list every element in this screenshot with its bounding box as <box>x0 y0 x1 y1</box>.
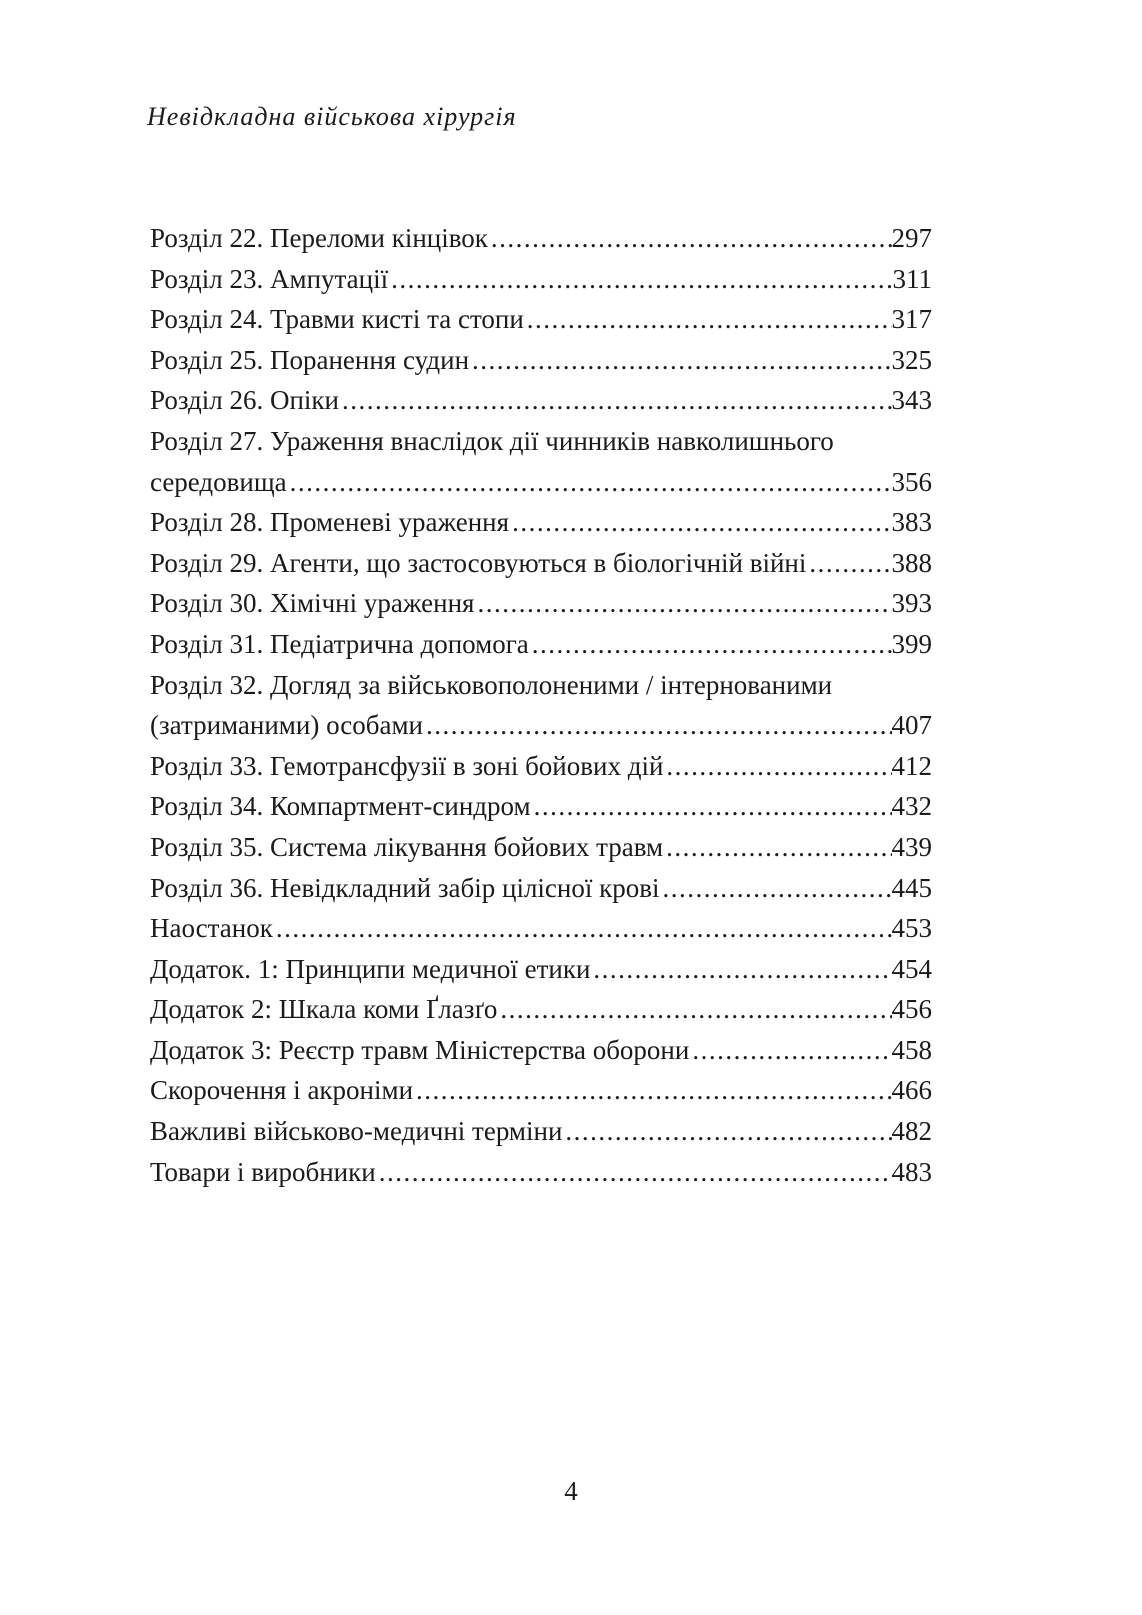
toc-leader-dots <box>491 218 892 259</box>
toc-leader-dots <box>416 1070 891 1111</box>
toc-leader-dots <box>512 502 891 543</box>
toc-entry <box>150 1111 932 1152</box>
toc-entry <box>150 949 932 990</box>
toc-leader-dots <box>666 827 891 868</box>
toc-entry-title: Скорочення і акроніми <box>150 1075 414 1106</box>
toc-leader-dots <box>426 705 892 746</box>
toc-entry-title: Розділ 33. Гемотрансфузії в зоні бойових дій <box>150 750 664 781</box>
toc-leader-dots <box>532 624 892 665</box>
toc-entry-page: 456 <box>891 994 932 1025</box>
toc-entry-title: Наостанок <box>150 913 273 944</box>
toc-entry-page: 343 <box>891 385 932 416</box>
toc-entry <box>150 218 932 259</box>
toc-entry <box>150 1070 932 1111</box>
toc-entry <box>150 583 932 624</box>
toc-entry-page: 297 <box>891 223 932 253</box>
toc-entry-page: 458 <box>891 1034 932 1065</box>
toc-entry <box>150 705 932 746</box>
toc-entry <box>150 624 932 665</box>
toc-entry-page: 383 <box>891 507 932 538</box>
toc-entry <box>150 1152 932 1193</box>
toc-entry <box>150 827 932 868</box>
toc-entry-title: Розділ 23. Ампутації <box>150 263 389 294</box>
toc-entry <box>150 1030 932 1071</box>
toc-entry-page: 454 <box>891 953 932 984</box>
toc-leader-dots <box>276 908 892 949</box>
toc-entry-title: (затриманими) особами <box>150 710 423 741</box>
toc-leader-dots <box>662 868 891 909</box>
toc-entry-title: Розділ 32. Догляд за військовополоненими / інтернованими <box>150 669 833 700</box>
toc-entry-page: 482 <box>891 1116 932 1147</box>
toc-entry-page: 439 <box>891 831 932 862</box>
table-of-contents <box>150 218 932 1192</box>
toc-entry-page: 356 <box>891 466 932 497</box>
toc-leader-dots <box>477 583 891 624</box>
toc-entry-title: Розділ 24. Травми кисті та стопи <box>150 304 524 335</box>
toc-leader-dots <box>290 462 892 503</box>
toc-leader-dots <box>534 786 892 827</box>
toc-entry-page: 325 <box>891 344 932 375</box>
toc-entry-title: Розділ 26. Опіки <box>150 385 339 416</box>
toc-entry <box>150 908 932 949</box>
footer-page-number: 4 <box>564 1476 578 1506</box>
toc-leader-dots <box>472 340 891 381</box>
toc-entry <box>150 502 932 543</box>
toc-entry-title: Розділ 30. Хімічні ураження <box>150 588 475 619</box>
toc-entry-title: Розділ 31. Педіатрична допомога <box>150 628 529 659</box>
toc-entry <box>150 259 932 300</box>
toc-entry-page: 388 <box>891 547 932 578</box>
toc-leader-dots <box>500 989 891 1030</box>
toc-entry-title: Розділ 29. Агенти, що застосовуються в біологічній війні <box>150 547 807 578</box>
toc-entry <box>150 868 932 909</box>
toc-entry <box>150 340 932 381</box>
toc-leader-dots <box>593 949 891 990</box>
toc-leader-dots <box>342 380 892 421</box>
toc-entry-page: 432 <box>891 791 932 822</box>
toc-entry-title: Розділ 34. Компартмент-синдром <box>150 791 531 822</box>
toc-leader-dots <box>666 746 891 787</box>
toc-entry <box>150 665 932 706</box>
toc-entry <box>150 421 932 462</box>
toc-entry-title: Розділ 35. Система лікування бойових травм <box>150 831 664 862</box>
toc-leader-dots <box>379 1152 892 1193</box>
toc-entry-title: середовища <box>150 466 287 497</box>
toc-entry-title: Розділ 27. Ураження внаслідок дії чинників навколишнього <box>150 425 834 456</box>
toc-entry <box>150 746 932 787</box>
toc-entry-title: Важливі військово-медичні терміни <box>150 1116 563 1147</box>
toc-entry-title: Розділ 25. Поранення судин <box>150 344 470 375</box>
toc-entry-title: Додаток 3: Реєстр травм Міністерства оборони <box>150 1034 690 1065</box>
toc-leader-dots <box>809 543 891 584</box>
toc-entry-title: Додаток 2: Шкала коми Ґлазґо <box>150 994 498 1025</box>
toc-entry <box>150 380 932 421</box>
toc-entry-title: Розділ 28. Променеві ураження <box>150 507 510 538</box>
toc-entry <box>150 989 932 1030</box>
toc-leader-dots <box>692 1030 891 1071</box>
toc-entry-page: 466 <box>891 1075 932 1106</box>
toc-entry-page: 393 <box>891 588 932 619</box>
toc-entry <box>150 786 932 827</box>
toc-entry-title: Розділ 22. Переломи кінцівок <box>150 223 488 253</box>
toc-entry-page: 453 <box>891 913 932 944</box>
toc-entry-page: 445 <box>891 872 932 903</box>
toc-leader-dots <box>565 1111 891 1152</box>
toc-entry <box>150 543 932 584</box>
toc-leader-dots <box>527 299 892 340</box>
running-header: Невідкладна військова хірургія <box>147 102 517 131</box>
toc-entry <box>150 462 932 503</box>
toc-entry-title: Розділ 36. Невідкладний забір цілісної крові <box>150 872 660 903</box>
toc-entry-page: 311 <box>892 263 932 294</box>
toc-entry-title: Товари і виробники <box>150 1156 376 1187</box>
toc-entry <box>150 299 932 340</box>
toc-leader-dots <box>391 259 892 300</box>
toc-entry-page: 317 <box>891 304 932 335</box>
toc-entry-page: 399 <box>891 628 932 659</box>
toc-entry-page: 407 <box>891 710 932 741</box>
toc-entry-title: Додаток. 1: Принципи медичної етики <box>150 953 591 984</box>
toc-entry-page: 483 <box>891 1156 932 1187</box>
toc-entry-page: 412 <box>891 750 932 781</box>
